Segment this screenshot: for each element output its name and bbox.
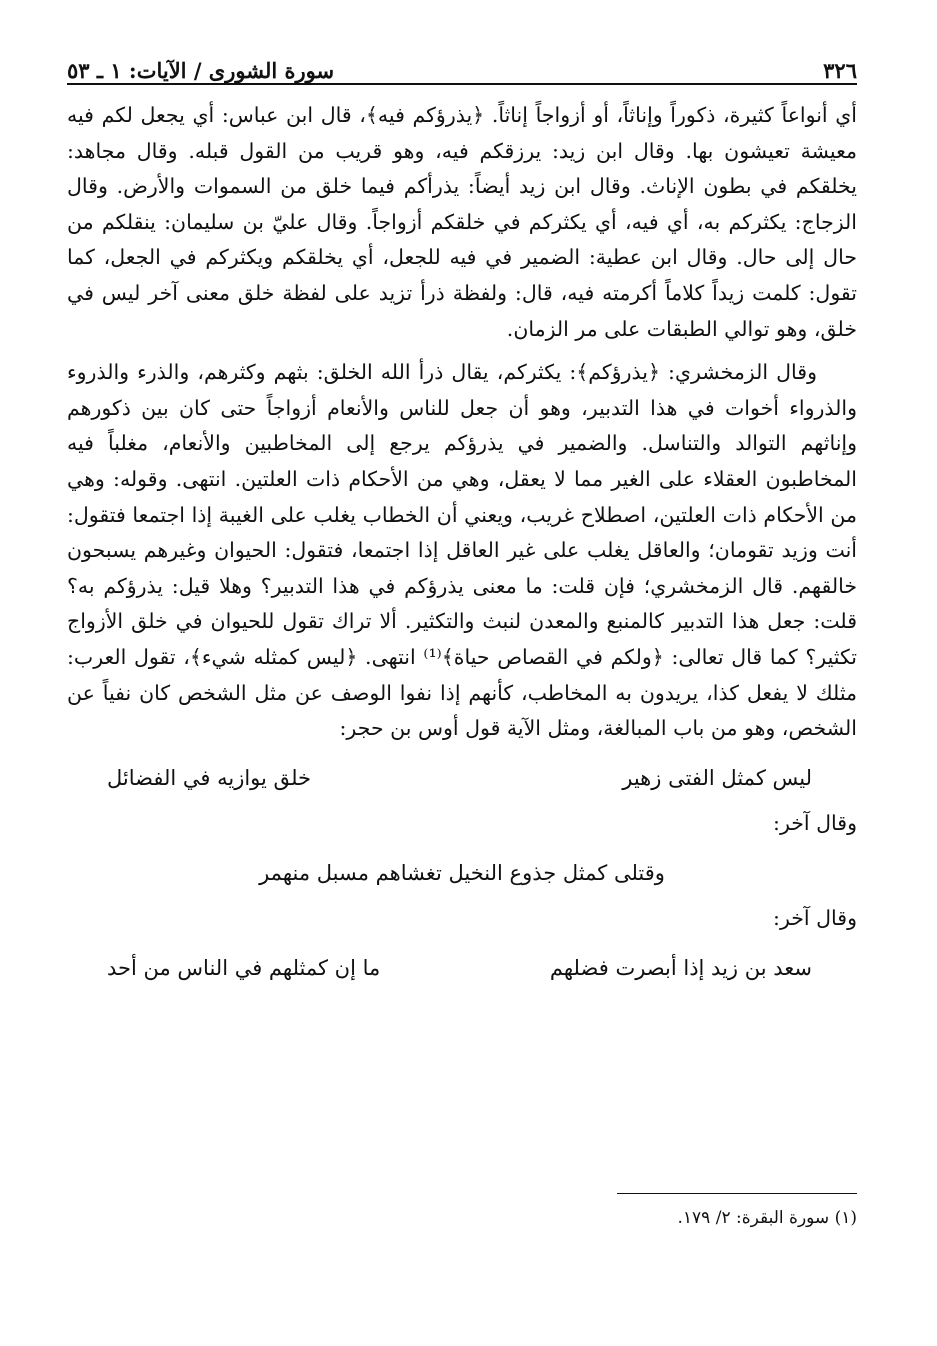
poetry-verse-3 bbox=[67, 951, 857, 987]
verse-intro-2: وقال آخر: bbox=[773, 811, 857, 836]
verse-3-second-hemistich: ما إن كمثلهم في الناس من أحد bbox=[107, 956, 381, 981]
footnote: (١) سورة البقرة: ٢/ ١٧٩. bbox=[677, 1208, 857, 1228]
running-title: سورة الشورى / الآيات: ١ ـ ٥٣ bbox=[67, 58, 335, 83]
poetry-verse-2 bbox=[67, 856, 857, 892]
main-text bbox=[67, 98, 857, 997]
verse-intro-3: وقال آخر: bbox=[773, 906, 857, 931]
page-number: ٣٢٦ bbox=[823, 58, 857, 83]
verse-1-first-hemistich: ليس كمثل الفتى زهير bbox=[622, 765, 812, 790]
paragraph-1: أي أنواعاً كثيرة، ذكوراً وإناثاً، أو أزواجاً إناثاً. ﴿يذرؤكم فيه﴾، قال ابن عباس: أي يجعل لكم فيه معيشة تعيشون بها. وقال ابن زيد: يرزقكم فيه، وهو قريب من القول قبله. وقال مجاهد: يخلقكم في بطون الإناث. وقال ابن زيد أيضاً: يذرأكم فيما خلق من السموات والأرض. وقال الزجاج: يكثركم به، أي فيه، أي يكثركم في خلقكم أزواجاً. وقال عليّ بن سليمان: ينقلكم من حال إلى حال. وقال ابن عطية: الضمير في فيه للجعل، أي يخلقكم ويكثركم في الجعل، كما تقول: كلمت زيداً كلاماً أكرمته فيه، قال: ولفظة ذرأ تزيد على لفظة خلق معنى آخر ليس في خلق، وهو توالي الطبقات على مر الزمان. bbox=[67, 103, 857, 341]
paragraph-2: وقال الزمخشري: ﴿يذرؤكم﴾: يكثركم، يقال ذرأ الله الخلق: بثهم وكثرهم، والذرء والذروء والذرواء أخوات في هذا التدبير، وهو أن جعل للناس والأنعام أزواجاً حتى كان بين ذكورهم وإناثهم التوالد والتناسل. والضمير في يذرؤكم يرجع إلى المخاطبين والأنعام، مغلباً فيه المخاطبون العقلاء على الغير مما لا يعقل، وهي من الأحكام ذات العلتين. انتهى. وقوله: وهي من الأحكام ذات العلتين، اصطلاح غريب، ويعني أن الخطاب يغلب على الغيبة إذا اجتمعا فتقول: أنت وزيد تقومان؛ والعاقل يغلب على غير العاقل إذا اجتمعا، فتقول: الحيوان وغيرهم يسبحون خالقهم. قال الزمخشري؛ فإن قلت: ما معنى يذرؤكم في هذا التدبير؟ وهلا قيل: يذرؤكم به؟ قلت: جعل هذا التدبير كالمنبع والمعدن لنبث والتكثير. ألا تراك تقول للحيوان في خلق الأزواج تكثير؟ كما قال تعالى: ﴿ولكم في القصاص حياة﴾⁽¹⁾ انتهى. ﴿ليس كمثله شيء﴾، تقول العرب: مثلك لا يفعل كذا، يريدون به المخاطب، كأنهم إذا نفوا الوصف عن مثل الشخص كان نفياً عن الشخص، وهو من باب المبالغة، ومثل الآية قول أوس بن حجر: bbox=[67, 360, 857, 741]
poetry-verse-1 bbox=[67, 761, 857, 797]
verse-1-second-hemistich: خلق يوازيه في الفضائل bbox=[107, 765, 312, 790]
verse-3-first-hemistich: سعد بن زيد إذا أبصرت فضلهم bbox=[549, 956, 812, 981]
header-rule bbox=[67, 83, 857, 85]
footnote-separator bbox=[617, 1193, 857, 1194]
verse-2-line: وقتلى كمثل جذوع النخيل تغشاهم مسبل منهمر bbox=[259, 860, 665, 885]
